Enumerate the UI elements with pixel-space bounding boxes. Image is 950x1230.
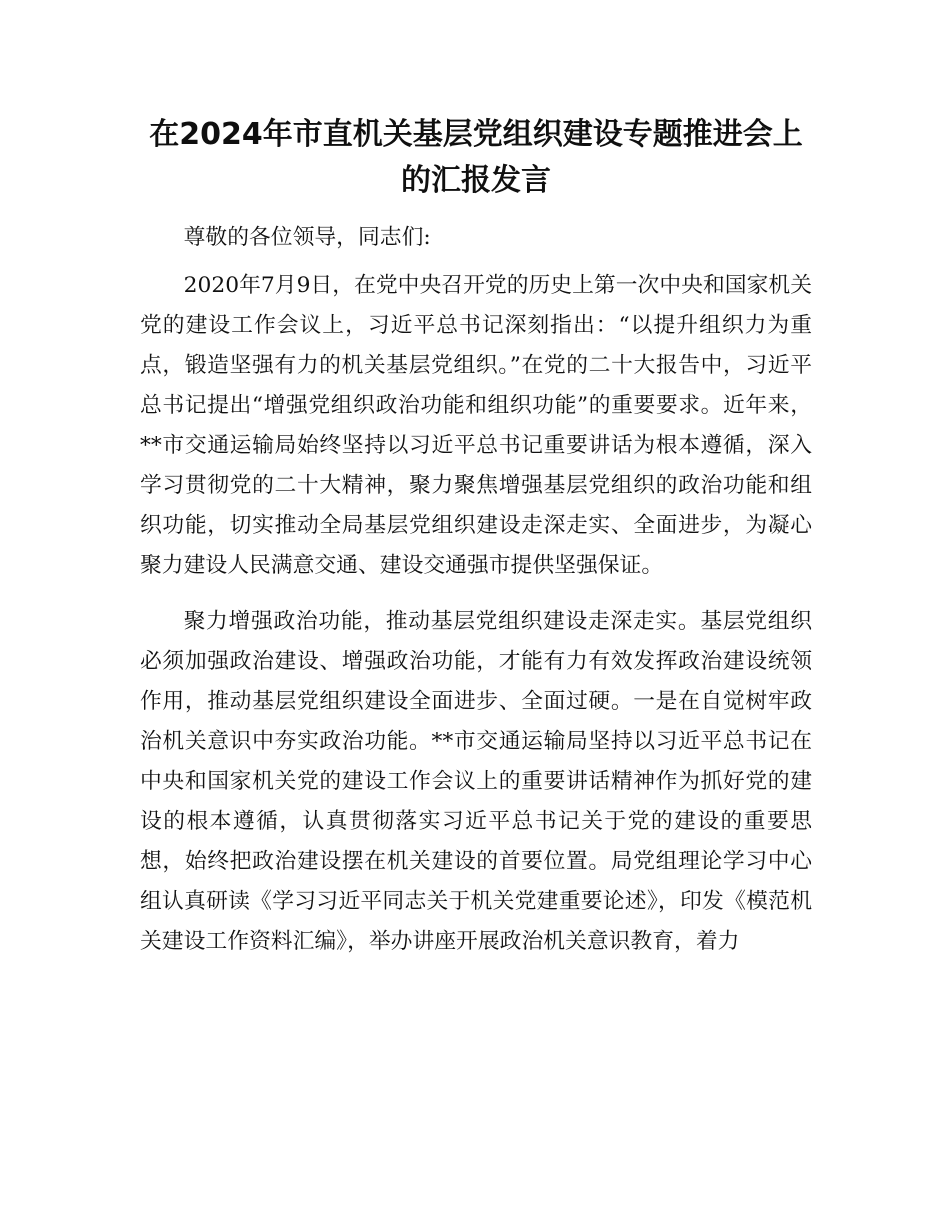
- salutation: 尊敬的各位领导，同志们:: [183, 225, 431, 250]
- document-title: 在2024年市直机关基层党组织建设专题推进会上的汇报发言: [149, 117, 803, 198]
- paragraph-political-function: 聚力增强政治功能，推动基层党组织建设走深走实。基层党组织必须加强政治建设、增强政治功能，才能有力有效发挥政治建设统领作用，推动基层党组织建设全面进步、全面过硬。一是在自觉树牢政治机关意识中夯实政治功能。**市交通运输局坚持以习近平总书记在中央和国家机关党的建设工作会议上的重要讲话精神作为抓好党的建设的根本遵循，认真贯彻落实习近平总书记关于党的建设的重要思想，始终把政治建设摆在机关建设的首要位置。局党组理论学习中心组认真研读《学习习近平同志关于机关党建重要论述》，印发《模范机关建设工作资料汇编》，举办讲座开展政治机关意识教育，着力: [140, 609, 812, 954]
- paragraph-intro: 2020年7月9日，在党中央召开党的历史上第一次中央和国家机关党的建设工作会议上，习近平总书记深刻指出：“以提升组织力为重点，锻造坚强有力的机关基层党组织。”在党的二十大报告中，习近平总书记提出“增强党组织政治功能和组织功能”的重要要求。近年来，**市交通运输局始终坚持以习近平总书记重要讲话为根本遵循，深入学习贯彻党的二十大精神，聚力聚焦增强基层党组织的政治功能和组织功能，切实推动全局基层党组织建设走深走实、全面进步，为凝心聚力建设人民满意交通、建设交通强市提供坚强保证。: [140, 273, 812, 578]
- document-body: [140, 112, 812, 962]
